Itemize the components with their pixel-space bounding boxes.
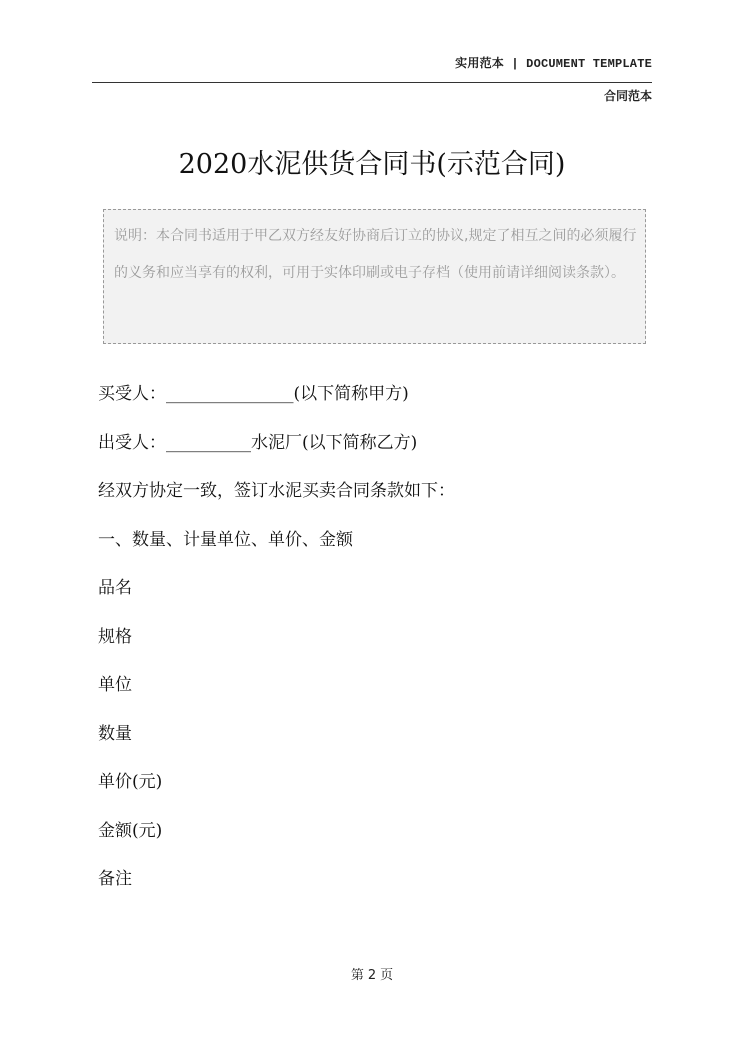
page-number: 2: [367, 968, 377, 983]
notice-text: 说明：本合同书适用于甲乙双方经友好协商后订立的协议,规定了相互之间的必须履行的义务和应当享有的权利，可用于实体印刷或电子存档（使用前请详细阅读条款）。: [114, 228, 637, 281]
field-amount: 金额(元): [98, 820, 163, 841]
header-brand: 实用范本 | DOCUMENT TEMPLATE: [455, 57, 652, 71]
seller-line: 出受人：__________水泥厂(以下简称乙方): [98, 432, 418, 453]
page-prefix: 第: [350, 968, 364, 983]
page-suffix: 页: [380, 968, 394, 983]
buyer-line: 买受人：_______________(以下简称甲方): [98, 384, 409, 404]
field-remarks: 备注: [98, 869, 132, 889]
field-product-name: 品名: [98, 578, 132, 598]
field-unit: 单位: [98, 675, 132, 695]
contract-body: [98, 378, 658, 912]
header-category: 合同范本: [603, 89, 652, 103]
field-quantity: 数量: [98, 723, 132, 744]
section-heading-1: 一、数量、计量单位、单价、金额: [98, 529, 353, 550]
field-specification: 规格: [98, 626, 132, 647]
notice-box: [103, 209, 646, 344]
document-title: 2020水泥供货合同书(示范合同): [178, 149, 566, 180]
header-divider: [92, 82, 652, 83]
field-unit-price: 单价(元): [98, 772, 163, 792]
page-footer: [0, 964, 744, 983]
agreement-intro: 经双方协定一致，签订水泥买卖合同条款如下：: [98, 481, 455, 501]
